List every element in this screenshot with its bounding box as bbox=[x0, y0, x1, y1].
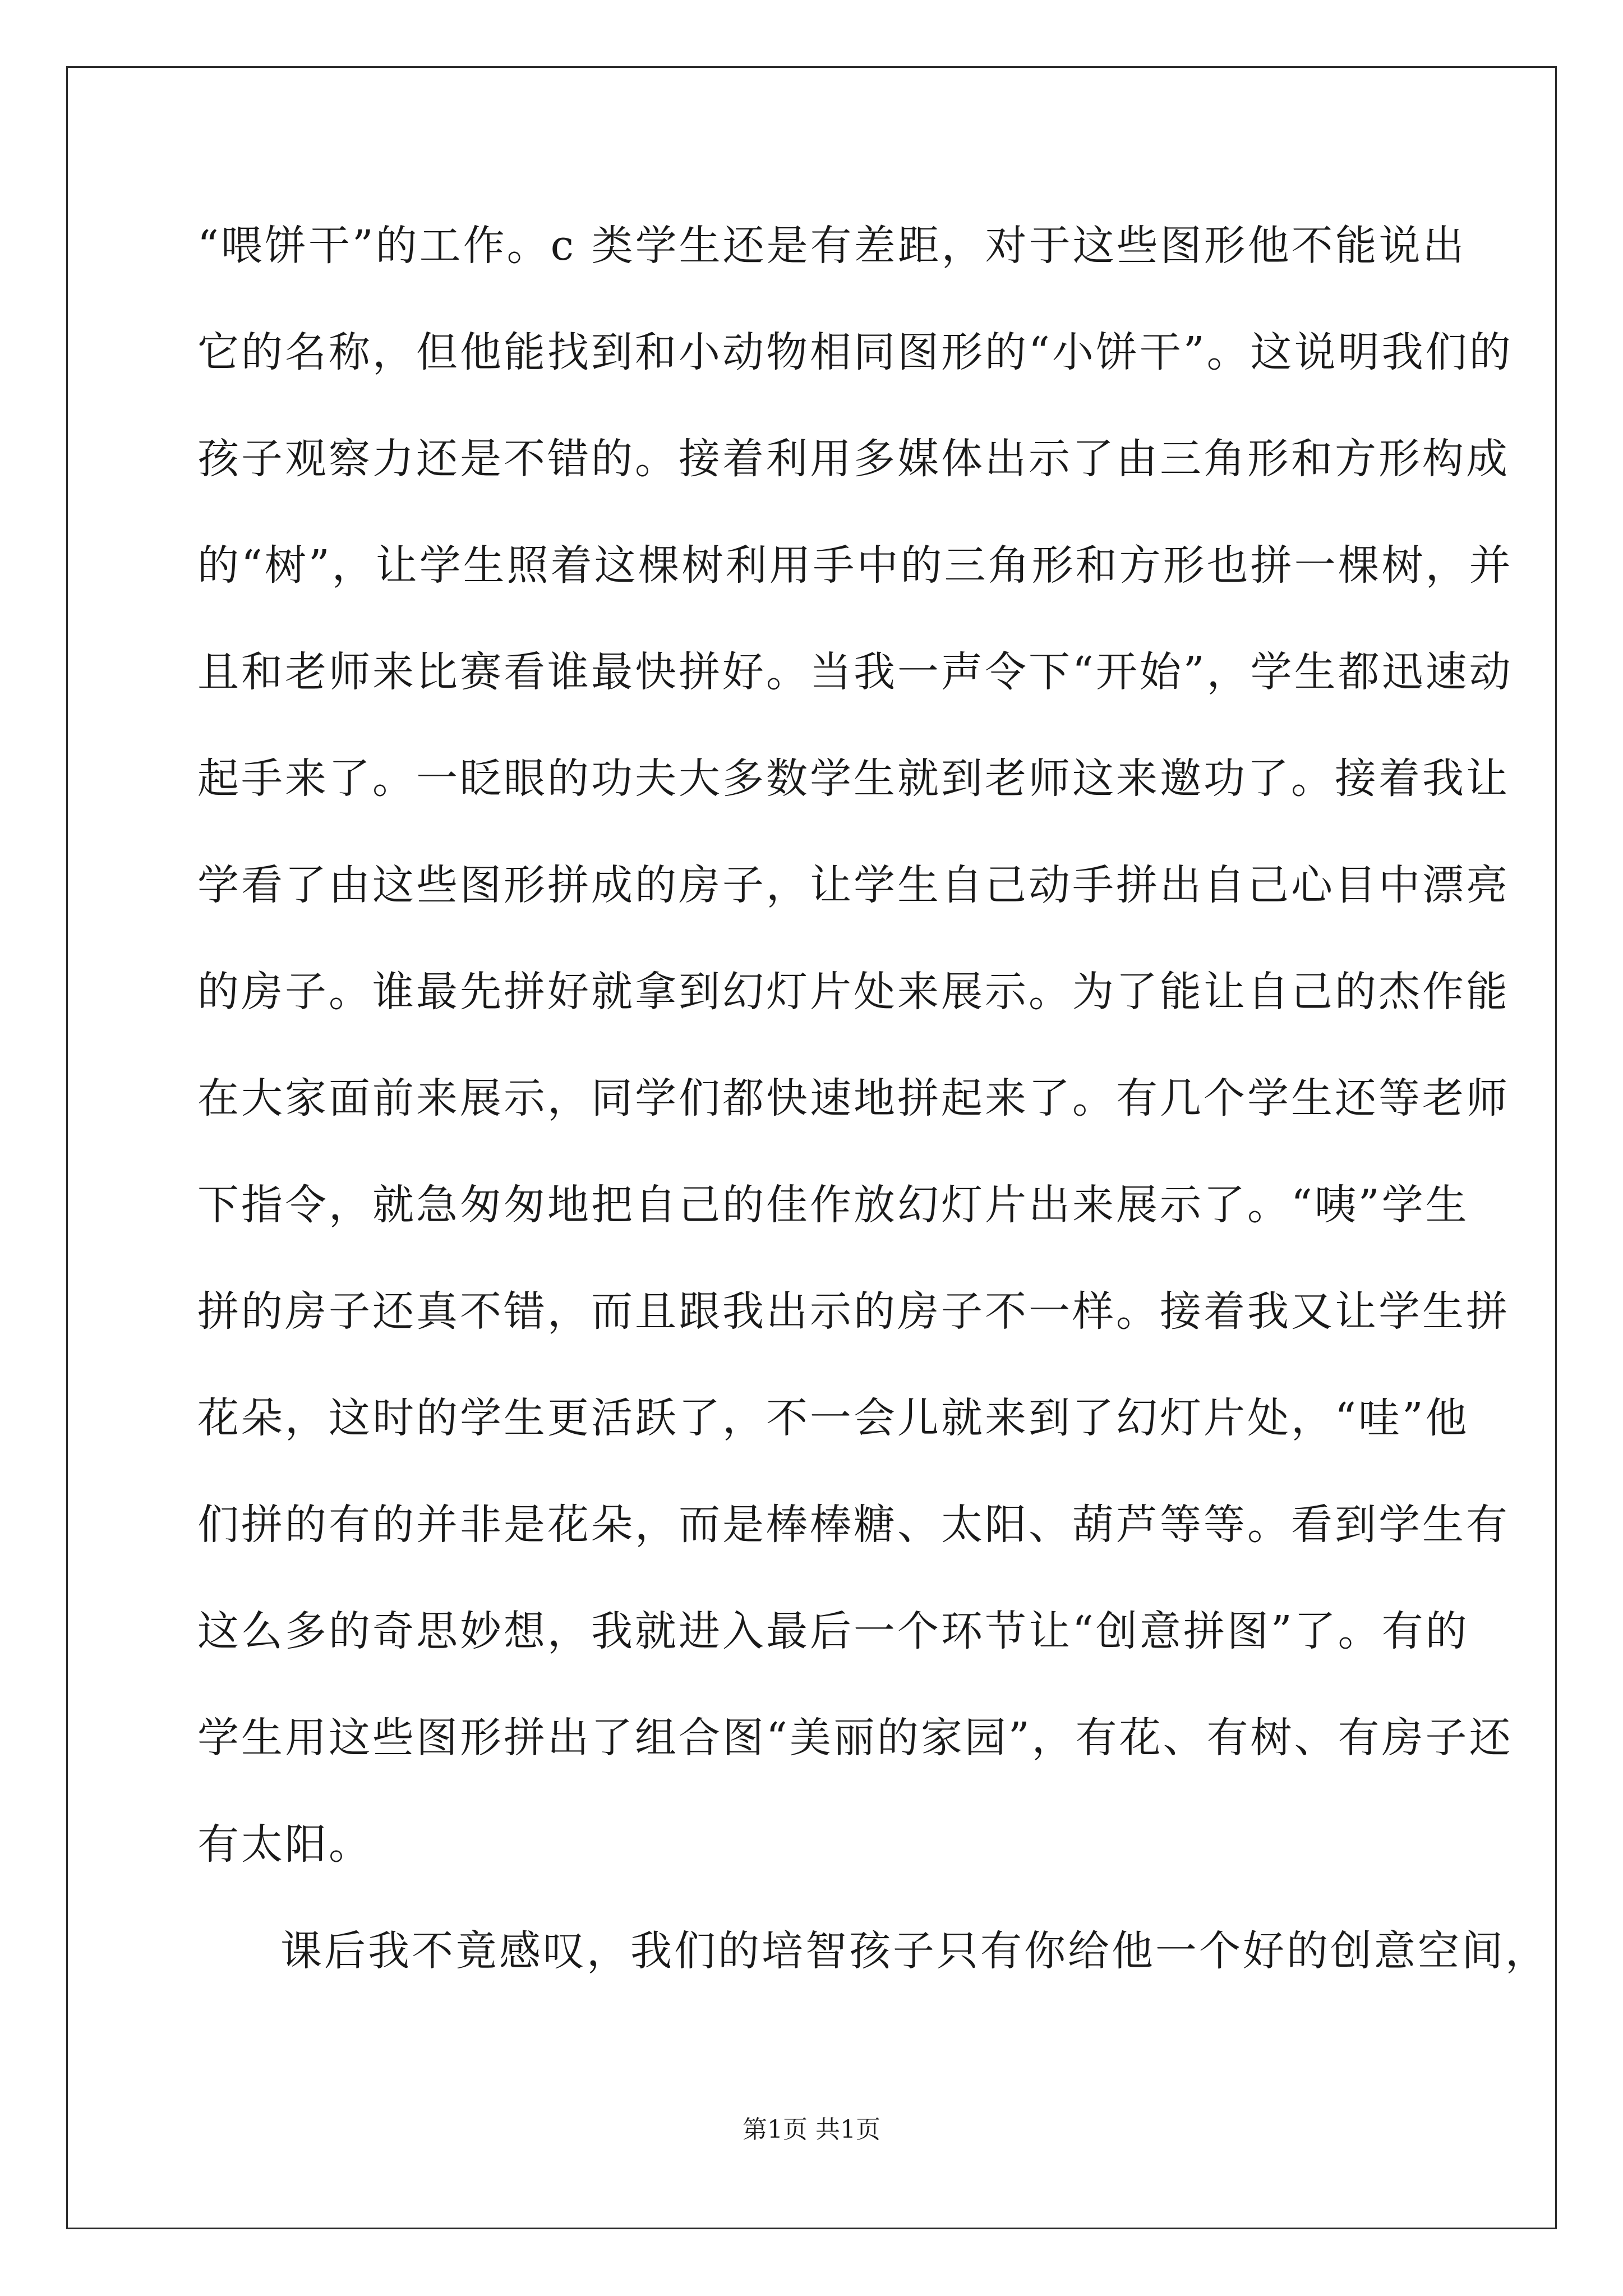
text-line: 它的名称，但他能找到和小动物相同图形的“小饼干”。这说明我们的 bbox=[197, 328, 1513, 376]
text-line: 起手来了。一眨眼的功夫大多数学生就到老师这来邀功了。接着我让 bbox=[197, 754, 1510, 803]
text-line: 这么多的奇思妙想，我就进入最后一个环节让“创意拼图”了。有的 bbox=[197, 1607, 1469, 1655]
text-line: 在大家面前来展示，同学们都快速地拼起来了。有几个学生还等老师 bbox=[197, 1074, 1510, 1122]
text-line: 的“树”，让学生照着这棵树利用手中的三角形和方形也拼一棵树，并 bbox=[197, 541, 1513, 590]
text-line: 花朵，这时的学生更活跃了，不一会儿就来到了幻灯片处，“哇”他 bbox=[197, 1394, 1469, 1442]
text-line: 且和老师来比赛看谁最快拼好。当我一声令下“开始”，学生都迅速动 bbox=[197, 648, 1513, 696]
text-line: 们拼的有的并非是花朵，而是棒棒糖、太阳、葫芦等等。看到学生有 bbox=[197, 1501, 1510, 1549]
text-line: 有太阳。 bbox=[197, 1820, 372, 1869]
paragraph-start-line: 课后我不竟感叹，我们的培智孩子只有你给他一个好的创意空间， bbox=[280, 1927, 1549, 1975]
text-line: “喂饼干”的工作。c 类学生还是有差距，对于这些图形他不能说出 bbox=[197, 222, 1467, 270]
text-line: 的房子。谁最先拼好就拿到幻灯片处来展示。为了能让自己的杰作能 bbox=[197, 968, 1510, 1016]
document-body bbox=[197, 215, 1549, 2027]
text-line: 学看了由这些图形拼成的房子，让学生自己动手拼出自己心目中漂亮 bbox=[197, 861, 1510, 909]
text-line: 孩子观察力还是不错的。接着利用多媒体出示了由三角形和方形构成 bbox=[197, 435, 1510, 483]
text-line: 下指令，就急匆匆地把自己的佳作放幻灯片出来展示了。“咦”学生 bbox=[197, 1181, 1469, 1229]
text-line: 拼的房子还真不错，而且跟我出示的房子不一样。接着我又让学生拼 bbox=[197, 1287, 1510, 1336]
text-line: 学生用这些图形拼出了组合图“美丽的家园”，有花、有树、有房子还 bbox=[197, 1714, 1513, 1762]
page-footer: 第1页 共1页 bbox=[743, 2115, 880, 2144]
